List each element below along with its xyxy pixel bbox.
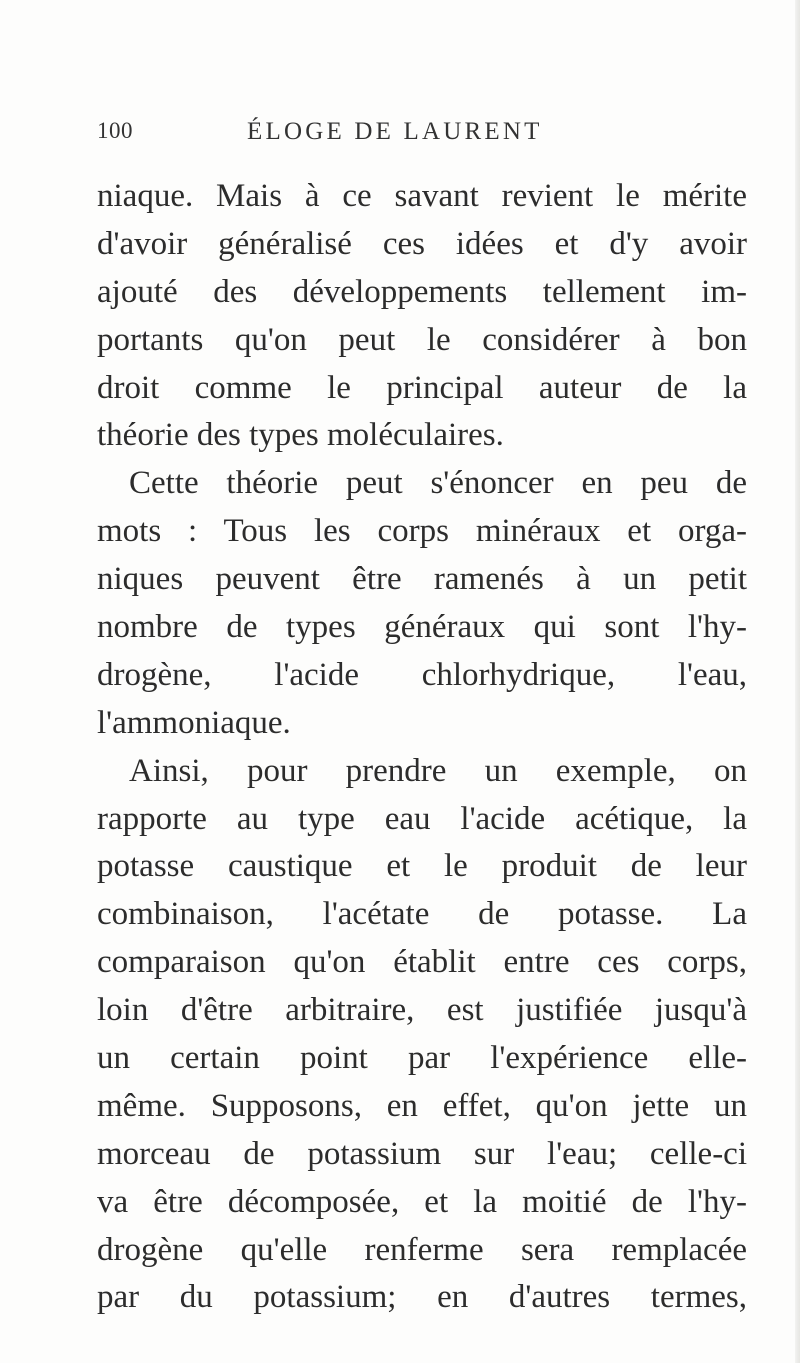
text-line: ajouté des développements tellement im- [97,273,747,310]
running-title: ÉLOGE DE LAURENT [247,118,543,145]
text-line: nombre de types généraux qui sont l'hy- [97,609,747,646]
text-line: Cette théorie peut s'énoncer en peu de [129,465,747,502]
text-line: l'ammoniaque. [97,704,291,741]
text-line: un certain point par l'expérience elle- [97,1040,747,1077]
text-line: par du potassium; en d'autres termes, [97,1279,747,1316]
text-line: mots : Tous les corps minéraux et orga- [97,513,747,550]
text-line: morceau de potassium sur l'eau; celle-ci [97,1135,747,1172]
text-line: drogène qu'elle renferme sera remplacée [97,1231,747,1268]
text-line: théorie des types moléculaires. [97,417,504,454]
text-line: potasse caustique et le produit de leur [97,848,747,885]
text-line: combinaison, l'acétate de potasse. La [97,896,747,933]
page-edge [795,0,800,1363]
page-number: 100 [97,118,133,143]
text-line: d'avoir généralisé ces idées et d'y avoir [97,225,747,262]
running-head [97,118,737,154]
text-line: niaque. Mais à ce savant revient le mérite [97,178,747,214]
text-line: même. Supposons, en effet, qu'on jette un [97,1087,747,1124]
text-line: niques peuvent être ramenés à un petit [97,561,747,598]
text-line: loin d'être arbitraire, est justifiée jusqu'à [97,992,747,1029]
text-line: portants qu'on peut le considérer à bon [97,321,747,358]
text-line: Ainsi, pour prendre un exemple, on [129,752,747,789]
text-line: drogène, l'acide chlorhydrique, l'eau, [97,656,747,693]
text-line: va être décomposée, et la moitié de l'hy- [97,1183,747,1220]
text-line: rapporte au type eau l'acide acétique, la [97,800,747,837]
text-line: comparaison qu'on établit entre ces corps, [97,944,747,981]
body-text [97,173,747,1322]
text-line: droit comme le principal auteur de la [97,369,747,406]
